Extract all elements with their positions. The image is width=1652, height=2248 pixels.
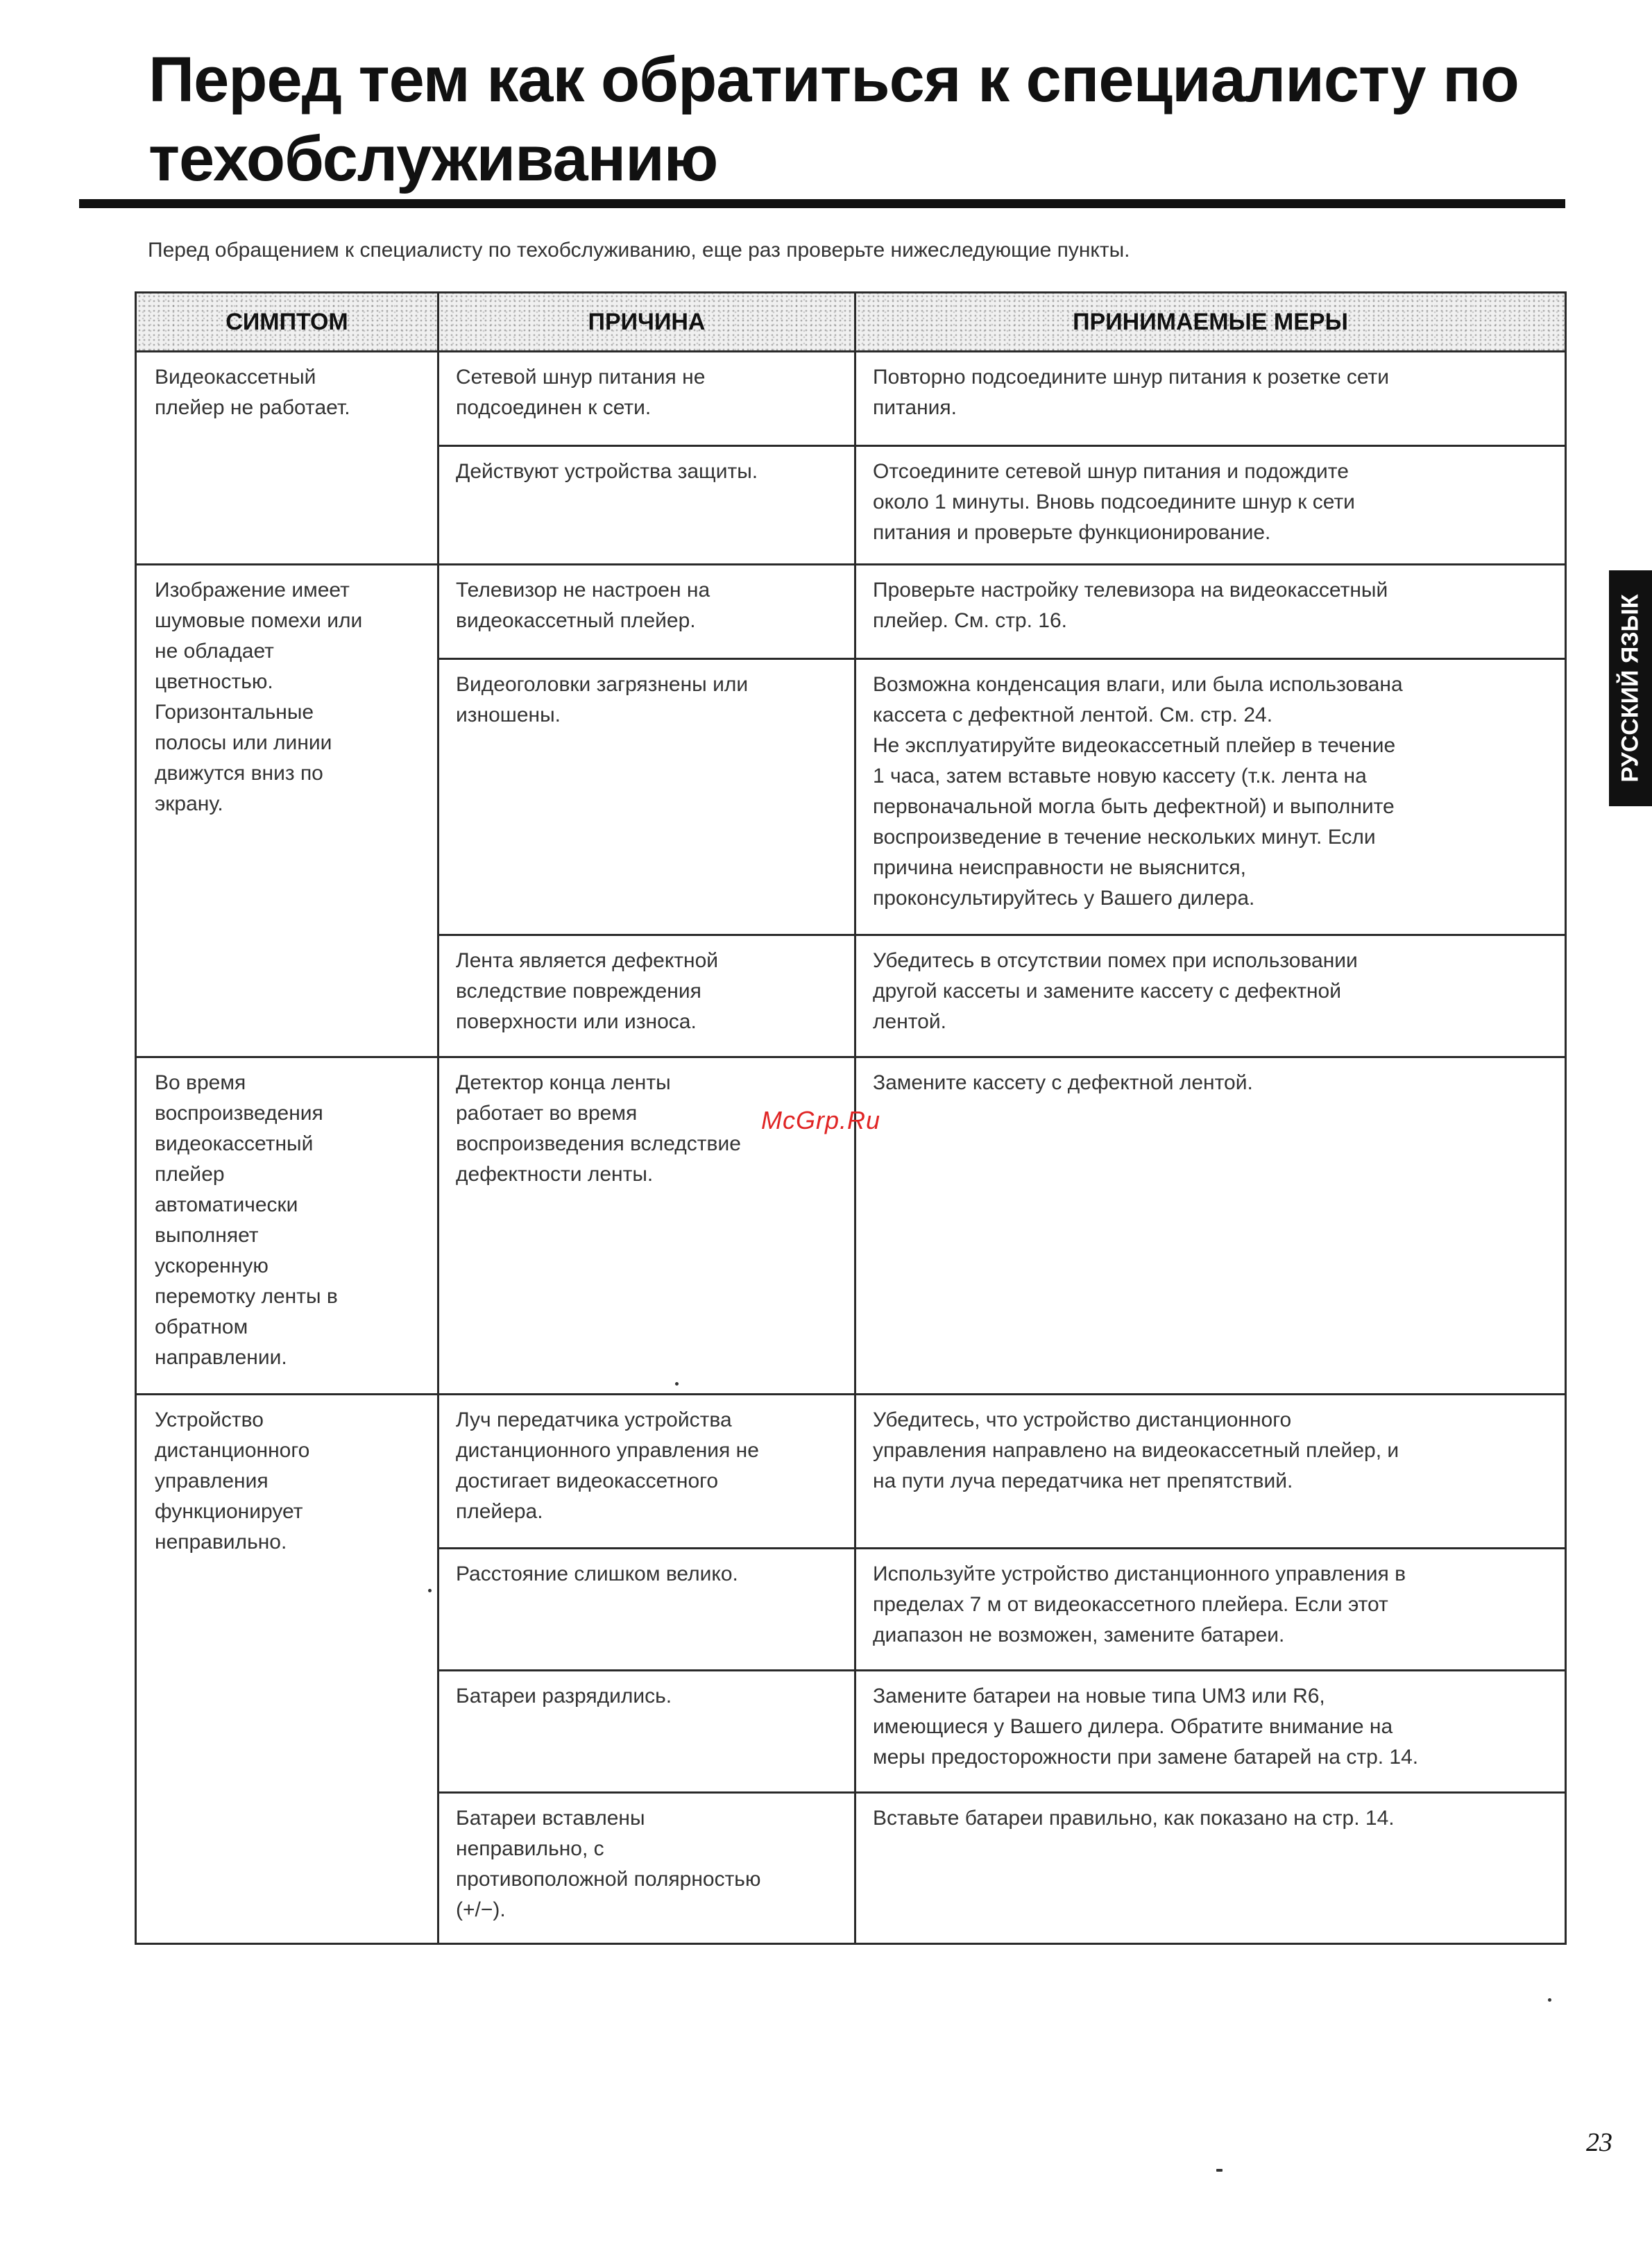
- table-row: [136, 1395, 1566, 1549]
- page-title: Перед тем как обратиться к специалисту по техобслуживанию: [148, 44, 1519, 194]
- cause-cell: Видеоголовки загрязнены или изношены.: [438, 659, 855, 935]
- cause-cell: Телевизор не настроен на видеокассетный плейер.: [438, 565, 855, 659]
- symptom-cell: Устройство дистанционного управления функционирует неправильно.: [136, 1395, 438, 1944]
- remedy-cell: Убедитесь, что устройство дистанционного управления направлено на видеокассетный плейер, и на пути луча передатчика нет препятствий.: [855, 1395, 1566, 1549]
- scan-speck: [675, 1382, 679, 1386]
- table-row: [136, 352, 1566, 446]
- header-remedy: ПРИНИМАЕМЫЕ МЕРЫ: [855, 293, 1566, 352]
- cause-cell: Батареи вставлены неправильно, с противоположной полярностью (+/−).: [438, 1793, 855, 1944]
- symptom-cell: Во время воспроизведения видеокассетный плейер автоматически выполняет ускоренную перемотку ленты в обратном направлении.: [136, 1057, 438, 1395]
- cause-cell: Сетевой шнур питания не подсоединен к сети.: [438, 352, 855, 446]
- side-tab-label: РУССКИЙ ЯЗЫК: [1617, 594, 1644, 783]
- table-row: [136, 565, 1566, 659]
- header-cause: ПРИЧИНА: [438, 293, 855, 352]
- watermark: McGrp.Ru: [761, 1106, 881, 1134]
- cause-cell: Расстояние слишком велико.: [438, 1549, 855, 1671]
- remedy-cell: Замените батареи на новые типа UM3 или R6, имеющиеся у Вашего дилера. Обратите внимание на меры предосторожности при замене батарей на стр. 14.: [855, 1671, 1566, 1793]
- cause-cell: Лента является дефектной вследствие повреждения поверхности или износа.: [438, 935, 855, 1057]
- cause-cell: Действуют устройства защиты.: [438, 446, 855, 565]
- remedy-cell: Замените кассету с дефектной лентой.: [855, 1057, 1566, 1395]
- table-header-row: [136, 293, 1566, 352]
- symptom-cell: Видеокассетный плейер не работает.: [136, 352, 438, 565]
- language-side-tab: [1609, 570, 1652, 806]
- remedy-cell: Убедитесь в отсутствии помех при использовании другой кассеты и замените кассету с дефектной лентой.: [855, 935, 1566, 1057]
- remedy-cell: Вставьте батареи правильно, как показано на стр. 14.: [855, 1793, 1566, 1944]
- cause-cell: Детектор конца ленты работает во время воспроизведения вследствие дефектности ленты.: [438, 1057, 855, 1395]
- remedy-cell: Возможна конденсация влаги, или была использована кассета с дефектной лентой. См. стр. 24. Не эксплуатируйте видеокассетный плейер в течение 1 часа, затем вставьте новую кассету (т.к. лента на первоначальной могла быть дефектной) и выполните воспроизведение в течение нескольких минут. Если причина неисправности не выяснится, проконсультируйтесь у Вашего дилера.: [855, 659, 1566, 935]
- scan-speck: [1216, 2169, 1223, 2172]
- scan-speck: [1548, 1998, 1551, 2002]
- page-number: 23: [1586, 2128, 1612, 2157]
- symptom-cell: Изображение имеет шумовые помехи или не обладает цветностью. Горизонтальные полосы или линии движутся вниз по экрану.: [136, 565, 438, 1057]
- intro-text: Перед обращением к специалисту по техобслуживанию, еще раз проверьте нижеследующие пункты.: [148, 239, 1130, 262]
- remedy-cell: Отсоедините сетевой шнур питания и подождите около 1 минуты. Вновь подсоедините шнур к сети питания и проверьте функционирование.: [855, 446, 1566, 565]
- scan-speck: [428, 1589, 432, 1592]
- remedy-cell: Проверьте настройку телевизора на видеокассетный плейер. См. стр. 16.: [855, 565, 1566, 659]
- cause-cell: Луч передатчика устройства дистанционного управления не достигает видеокассетного плейера.: [438, 1395, 855, 1549]
- remedy-cell: Повторно подсоедините шнур питания к розетке сети питания.: [855, 352, 1566, 446]
- cause-cell: Батареи разрядились.: [438, 1671, 855, 1793]
- title-rule: [79, 199, 1565, 208]
- header-symptom: СИМПТОМ: [136, 293, 438, 352]
- remedy-cell: Используйте устройство дистанционного управления в пределах 7 м от видеокассетного плейера. Если этот диапазон не возможен, замените батареи.: [855, 1549, 1566, 1671]
